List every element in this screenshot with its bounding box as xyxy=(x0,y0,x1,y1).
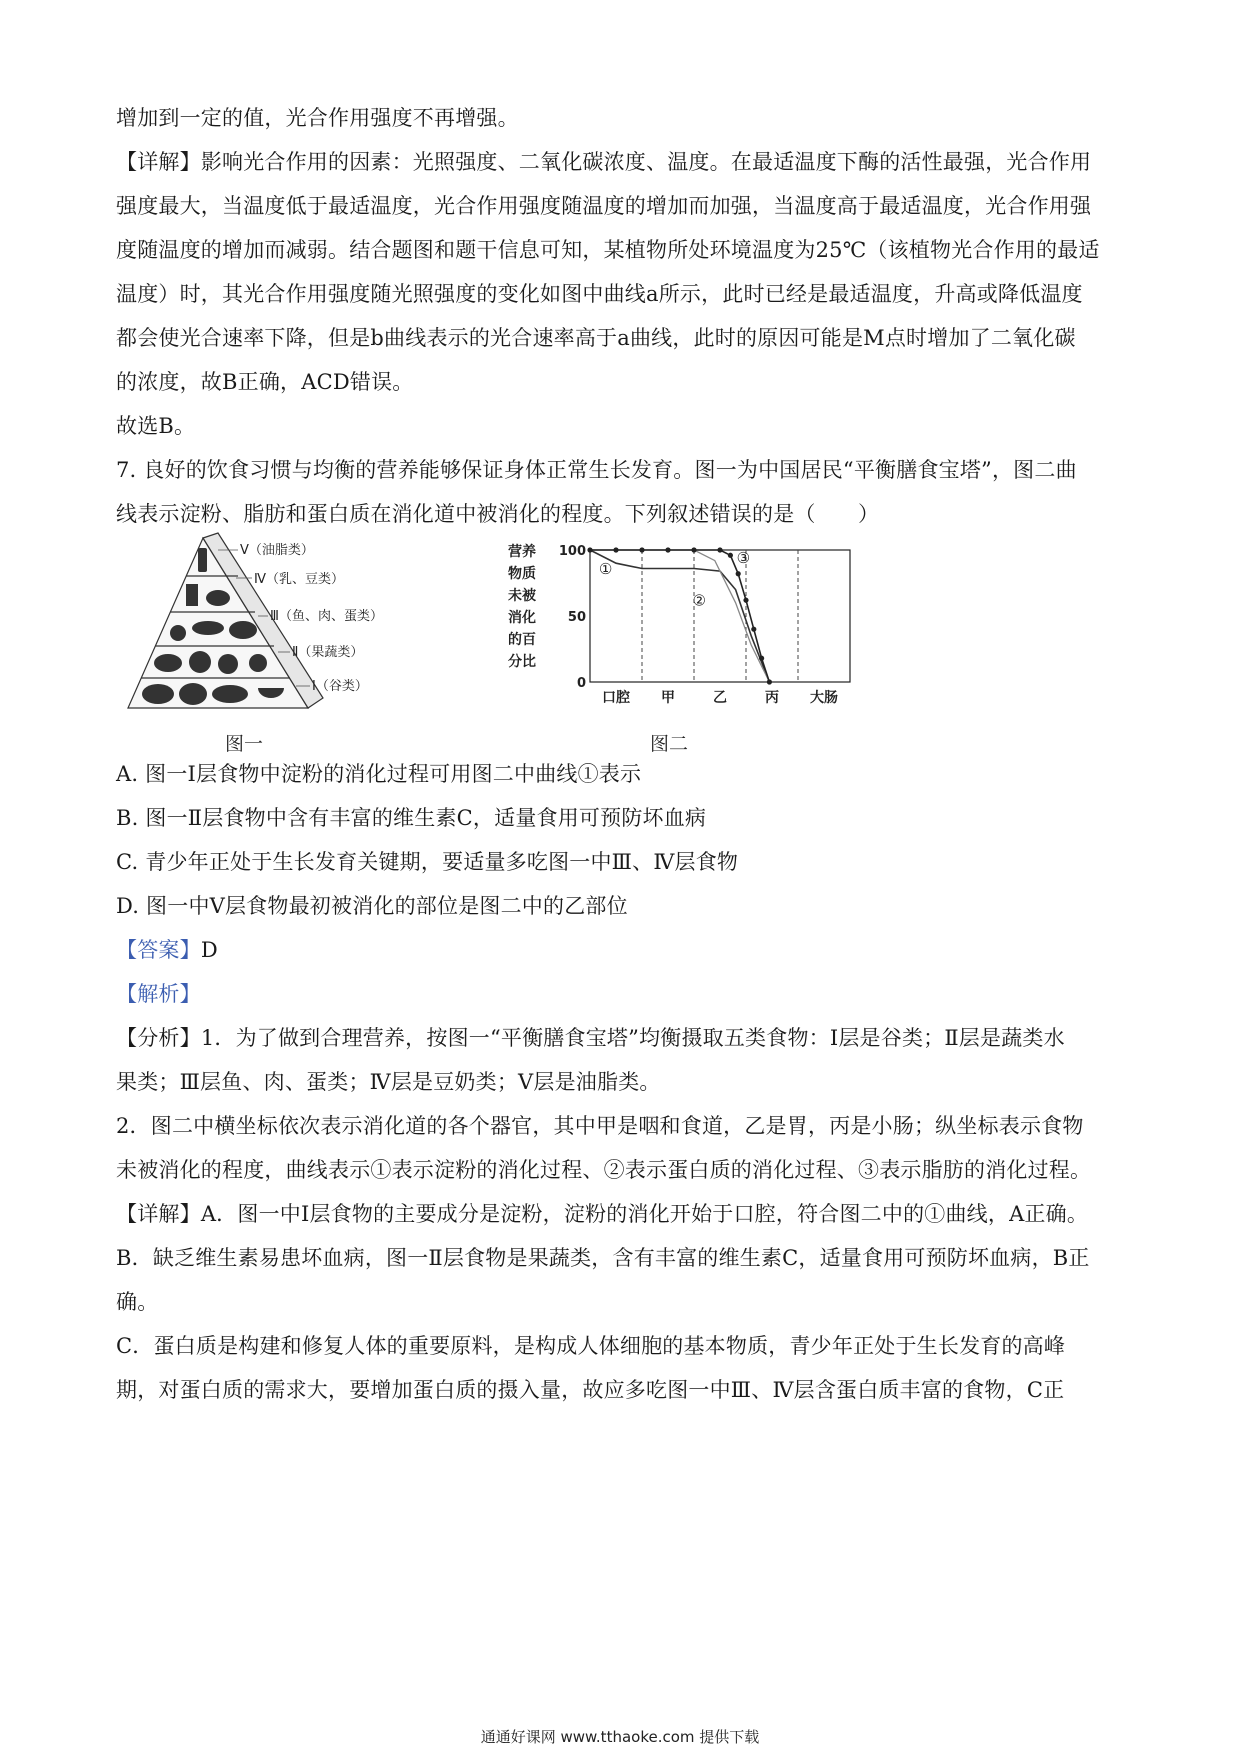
curve-3-point xyxy=(759,656,764,661)
food-pyramid-figure xyxy=(118,528,418,758)
text-line: 【详解】A．图一中Ⅰ层食物的主要成分是淀粉，淀粉的消化开始于口腔，符合图二中的①曲线，A正确。 xyxy=(116,1202,1089,1226)
curve-label: ③ xyxy=(736,549,751,568)
pyramid-layer-label: Ⅳ（乳、豆类） xyxy=(254,572,344,587)
pyramid-layer-label: Ⅴ（油脂类） xyxy=(240,543,314,558)
text-line: 确。 xyxy=(116,1290,159,1314)
oil-bottle-icon xyxy=(198,548,207,572)
fish-icon xyxy=(192,621,224,635)
pyramid-layer-label: Ⅰ（谷类） xyxy=(312,679,368,694)
option-d: D. 图一中Ⅴ层食物最初被消化的部位是图二中的乙部位 xyxy=(116,894,628,918)
text-line: 期，对蛋白质的需求大，要增加蛋白质的摄入量，故应多吃图一中Ⅲ、Ⅳ层含蛋白质丰富的食物，C正 xyxy=(116,1378,1065,1402)
text-line: B．缺乏维生素易患坏血病，图一Ⅱ层食物是果蔬类，含有丰富的维生素C，适量食用可预防坏血病，B正 xyxy=(116,1246,1090,1270)
question-7-stem: 7. 良好的饮食习惯与均衡的营养能够保证身体正常生长发育。图一为中国居民“平衡膳食宝塔”，图二曲 xyxy=(116,458,1077,482)
option-c: C. 青少年正处于生长发育关键期，要适量多吃图一中Ⅲ、Ⅳ层食物 xyxy=(116,850,739,874)
eggplant-icon xyxy=(154,654,182,672)
text-line: 度随温度的增加而减弱。结合题图和题干信息可知，某植物所处环境温度为25℃（该植物光合作用的最适 xyxy=(116,238,1100,262)
option-a: A. 图一Ⅰ层食物中淀粉的消化过程可用图二中曲线①表示 xyxy=(116,762,642,786)
text-line: 都会使光合速率下降，但是b曲线表示的光合速率高于a曲线，此时的原因可能是M点时增加了二氧化碳 xyxy=(116,326,1076,350)
digestion-chart xyxy=(500,528,880,758)
potato-icon xyxy=(179,683,207,705)
egg-icon xyxy=(170,625,186,641)
text-line: C．蛋白质是构建和修复人体的重要原料，是构成人体细胞的基本物质，青少年正处于生长发育的高峰 xyxy=(116,1334,1066,1358)
text-line: 温度）时，其光合作用强度随光照强度的变化如图中曲线a所示，此时已经是最适温度，升高或降低温度 xyxy=(116,282,1083,306)
text-line: 【分析】1．为了做到合理营养，按图一“平衡膳食宝塔”均衡摄取五类食物：Ⅰ层是谷类；Ⅱ层是蔬类水 xyxy=(116,1026,1065,1050)
curve-3-point xyxy=(751,627,756,632)
x-tick-label: 甲 xyxy=(661,690,675,706)
text-line: 故选B。 xyxy=(116,414,196,438)
question-7-stem: 线表示淀粉、脂肪和蛋白质在消化道中被消化的程度。下列叙述错误的是（ ） xyxy=(116,502,880,526)
milk-carton-icon xyxy=(186,584,198,606)
figure-caption: 图一 xyxy=(225,733,264,755)
y-axis-label-char: 消化 xyxy=(508,610,536,626)
meat-icon xyxy=(229,621,257,639)
beans-icon xyxy=(206,590,230,606)
grape-icon xyxy=(249,654,267,672)
x-tick-label: 口腔 xyxy=(602,690,630,706)
curve-3-point xyxy=(717,547,722,552)
page-footer: 通通好课网 www.tthaoke.com 提供下载 xyxy=(480,1728,760,1746)
figure-caption: 图二 xyxy=(650,733,689,755)
y-axis-label xyxy=(508,543,537,670)
y-axis-label-char: 未被 xyxy=(508,588,536,604)
y-axis-label-char: 营养 xyxy=(508,544,536,560)
curve-3-point xyxy=(767,679,772,684)
text-line: 增加到一定的值，光合作用强度不再增强。 xyxy=(116,106,519,130)
pyramid-layer-label: Ⅱ（果蔬类） xyxy=(292,645,364,660)
curve-3-point xyxy=(613,547,618,552)
curve-3-point xyxy=(587,547,592,552)
curve-3-point xyxy=(639,547,644,552)
y-tick-label: 0 xyxy=(576,676,586,691)
answer-line: 【答案】D xyxy=(116,938,218,962)
curve-3-point xyxy=(728,553,733,558)
text-line: 果类；Ⅲ层鱼、肉、蛋类；Ⅳ层是豆奶类；Ⅴ层是油脂类。 xyxy=(116,1070,661,1094)
vegetable-icon xyxy=(218,654,238,674)
curve-3-point xyxy=(665,547,670,552)
corn-icon xyxy=(212,685,248,703)
text-line: 强度最大，当温度低于最适温度，光合作用强度随温度的增加而加强，当温度高于最适温度，光合作用强 xyxy=(116,194,1092,218)
text-line: 2．图二中横坐标依次表示消化道的各个器官，其中甲是咽和食道，乙是胃，丙是小肠；纵坐标表示食物 xyxy=(116,1114,1084,1138)
option-b: B. 图一Ⅱ层食物中含有丰富的维生素C，适量食用可预防坏血病 xyxy=(116,806,707,830)
y-axis-label-char: 物质 xyxy=(508,566,536,582)
x-tick-label: 丙 xyxy=(765,690,779,706)
y-axis-label-char: 的百 xyxy=(508,632,536,648)
curve-label: ① xyxy=(598,559,613,578)
pyramid-layer-label: Ⅲ（鱼、肉、蛋类） xyxy=(270,609,383,624)
y-tick-label: 100 xyxy=(558,544,586,559)
y-tick-label: 50 xyxy=(567,610,586,625)
analysis-heading: 【解析】 xyxy=(116,982,201,1006)
x-tick-label: 乙 xyxy=(713,690,727,706)
curve-3-point xyxy=(691,547,696,552)
curve-1 xyxy=(590,550,769,682)
curve-label: ② xyxy=(692,591,706,610)
y-axis-label-char: 分比 xyxy=(508,654,536,670)
text-line: 【详解】影响光合作用的因素：光照强度、二氧化碳浓度、温度。在最适温度下酶的活性最强，光合作用 xyxy=(116,150,1092,174)
x-tick-label: 大肠 xyxy=(810,690,838,706)
text-line: 的浓度，故B正确，ACD错误。 xyxy=(116,370,414,394)
bread-icon xyxy=(142,684,174,704)
fruit-icon xyxy=(189,651,211,673)
text-line: 未被消化的程度，曲线表示①表示淀粉的消化过程、②表示蛋白质的消化过程、③表示脂肪的消化过程。 xyxy=(116,1158,1092,1182)
curve-3-point xyxy=(743,598,748,603)
curve-2 xyxy=(590,550,769,682)
curve-3 xyxy=(590,550,769,682)
curve-3-point xyxy=(736,571,741,576)
